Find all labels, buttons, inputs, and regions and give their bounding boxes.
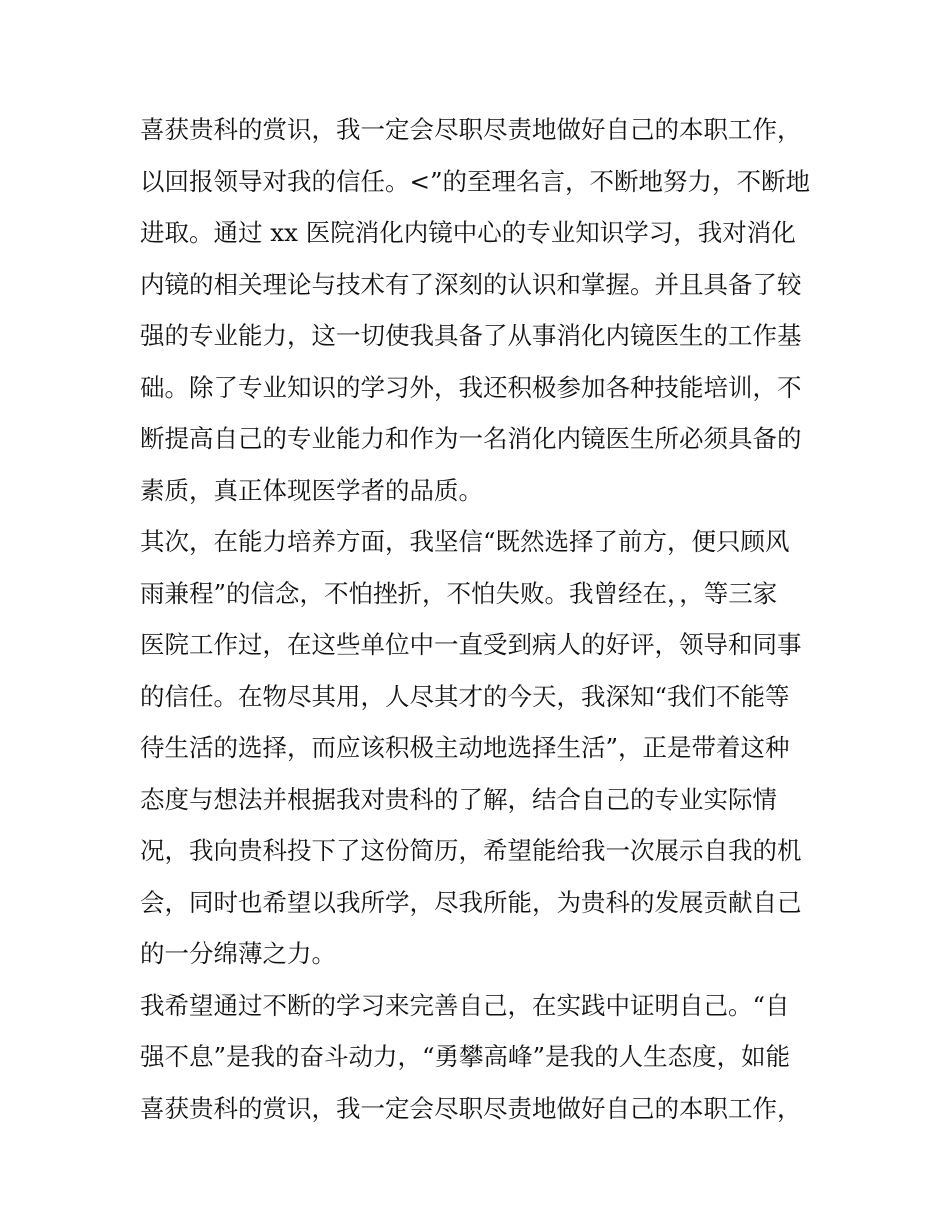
text-line: 强不息”是我的奋斗动力，“勇攀高峰”是我的人生态度，如能	[140, 1042, 791, 1071]
text-line: 的一分绵薄之力。	[140, 939, 336, 968]
text-line: 以回报领导对我的信任。<”的至理名言，不断地努力，不断地	[140, 166, 811, 196]
text-line: 断提高自己的专业能力和作为一名消化内镜医生所必须具备的	[140, 424, 802, 453]
text-line: 态度与想法并根据我对贵科的了解，结合自己的专业实际情	[140, 784, 777, 814]
text-line: 内镜的相关理论与技术有了深刻的认识和掌握。并且具备了较	[140, 269, 802, 299]
text-line: 进取。通过 xx 医院消化内镜中心的专业知识学习，我对消化	[140, 218, 796, 247]
text-line: 况，我向贵科投下了这份简历，希望能给我一次展示自我的机	[140, 836, 802, 865]
text-line: 喜获贵科的赏识，我一定会尽职尽责地做好自己的本职工作，	[140, 1093, 802, 1123]
text-line: 其次，在能力培养方面，我坚信“既然选择了前方，便只顾风	[140, 527, 790, 556]
text-line: 医院工作过，在这些单位中一直受到病人的好评，领导和同事	[140, 630, 802, 659]
text-line: 待生活的选择，而应该积极主动地选择生活”，正是带着这种	[140, 733, 790, 762]
text-line: 素质，真正体现医学者的品质。	[140, 475, 483, 505]
text-line: 喜获贵科的赏识，我一定会尽职尽责地做好自己的本职工作，	[140, 115, 802, 144]
text-line: 础。除了专业知识的学习外，我还积极参加各种技能培训，不	[140, 372, 802, 402]
text-line: 的信任。在物尽其用，人尽其才的今天，我深知“我们不能等	[140, 681, 790, 711]
body-text	[140, 104, 820, 1134]
text-line: 雨兼程”的信念，不怕挫折，不怕失败。我曾经在，，等三家	[140, 578, 778, 608]
text-line: 会，同时也希望以我所学，尽我所能，为贵科的发展贡献自己	[140, 887, 802, 917]
text-line: 我希望通过不断的学习来完善自己，在实践中证明自己。“自	[140, 990, 790, 1020]
text-line: 强的专业能力，这一切使我具备了从事消化内镜医生的工作基	[140, 321, 802, 350]
